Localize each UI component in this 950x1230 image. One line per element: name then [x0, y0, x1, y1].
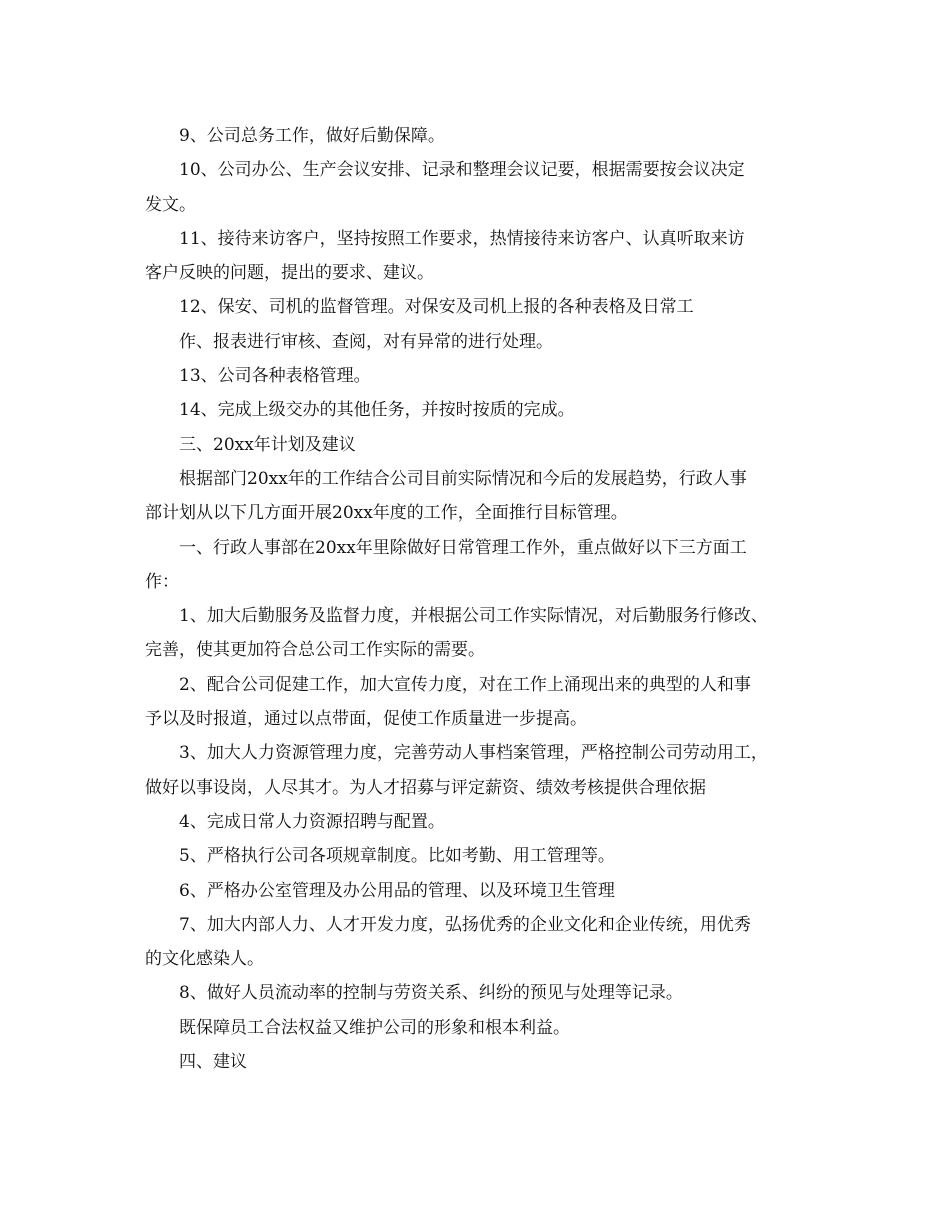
text-line: 3、加大人力资源管理力度，完善劳动人事档案管理，严格控制公司劳动用工， — [179, 743, 768, 764]
text-line: 13、公司各种表格管理。 — [179, 366, 371, 387]
text-line: 10、公司办公、生产会议安排、记录和整理会议记要，根据需要按会议决定 — [179, 160, 745, 181]
text-line: 5、严格执行公司各项规章制度。比如考勤、用工管理等。 — [179, 846, 615, 867]
text-line: 8、做好人员流动率的控制与劳资关系、纠纷的预见与处理等记录。 — [179, 983, 683, 1004]
text-line: 既保障员工合法权益又维护公司的形象和根本利益。 — [179, 1017, 570, 1038]
text-line: 完善，使其更加符合总公司工作实际的需要。 — [145, 640, 485, 661]
text-line: 2、配合公司促建工作，加大宣传力度，对在工作上涌现出来的典型的人和事 — [179, 674, 751, 695]
text-line: 客户反映的问题，提出的要求、建议。 — [145, 263, 434, 284]
text-line: 根据部门20xx年的工作结合公司目前实际情况和今后的发展趋势，行政人事 — [179, 468, 747, 489]
text-line: 予以及时报道，通过以点带面，促使工作质量进一步提高。 — [145, 709, 587, 730]
document-body — [145, 119, 825, 1079]
text-line: 11、接待来访客户，坚持按照工作要求，热情接待来访客户、认真听取来访 — [179, 228, 745, 249]
text-line: 6、严格办公室管理及办公用品的管理、以及环境卫生管理 — [179, 880, 615, 901]
text-line: 7、加大内部人力、人才开发力度，弘扬优秀的企业文化和企业传统，用优秀 — [179, 914, 751, 935]
text-line: 作、报表进行审核、查阅，对有异常的进行处理。 — [179, 331, 553, 352]
text-line: 9、公司总务工作，做好后勤保障。 — [179, 126, 445, 146]
text-line: 14、完成上级交办的其他任务，并按时按质的完成。 — [179, 400, 575, 421]
text-line: 4、完成日常人力资源招聘与配置。 — [179, 811, 445, 832]
text-line: 三、20xx年计划及建议 — [179, 434, 356, 455]
text-line: 12、保安、司机的监督管理。对保安及司机上报的各种表格及日常工 — [179, 297, 694, 318]
text-line: 发文。 — [145, 194, 196, 215]
text-line: 部计划从以下几方面开展20xx年度的工作，全面推行目标管理。 — [145, 503, 628, 524]
text-line: 一、行政人事部在20xx年里除做好日常管理工作外，重点做好以下三方面工 — [179, 537, 747, 558]
text-line: 作： — [145, 571, 179, 592]
text-line: 的文化感染人。 — [145, 949, 264, 970]
text-line: 四、建议 — [179, 1052, 247, 1073]
text-line: 1、加大后勤服务及监督力度，并根据公司工作实际情况，对后勤服务行修改、 — [179, 606, 768, 627]
text-line: 做好以事设岗，人尽其才。为人才招募与评定薪资、绩效考核提供合理依据 — [145, 777, 706, 798]
